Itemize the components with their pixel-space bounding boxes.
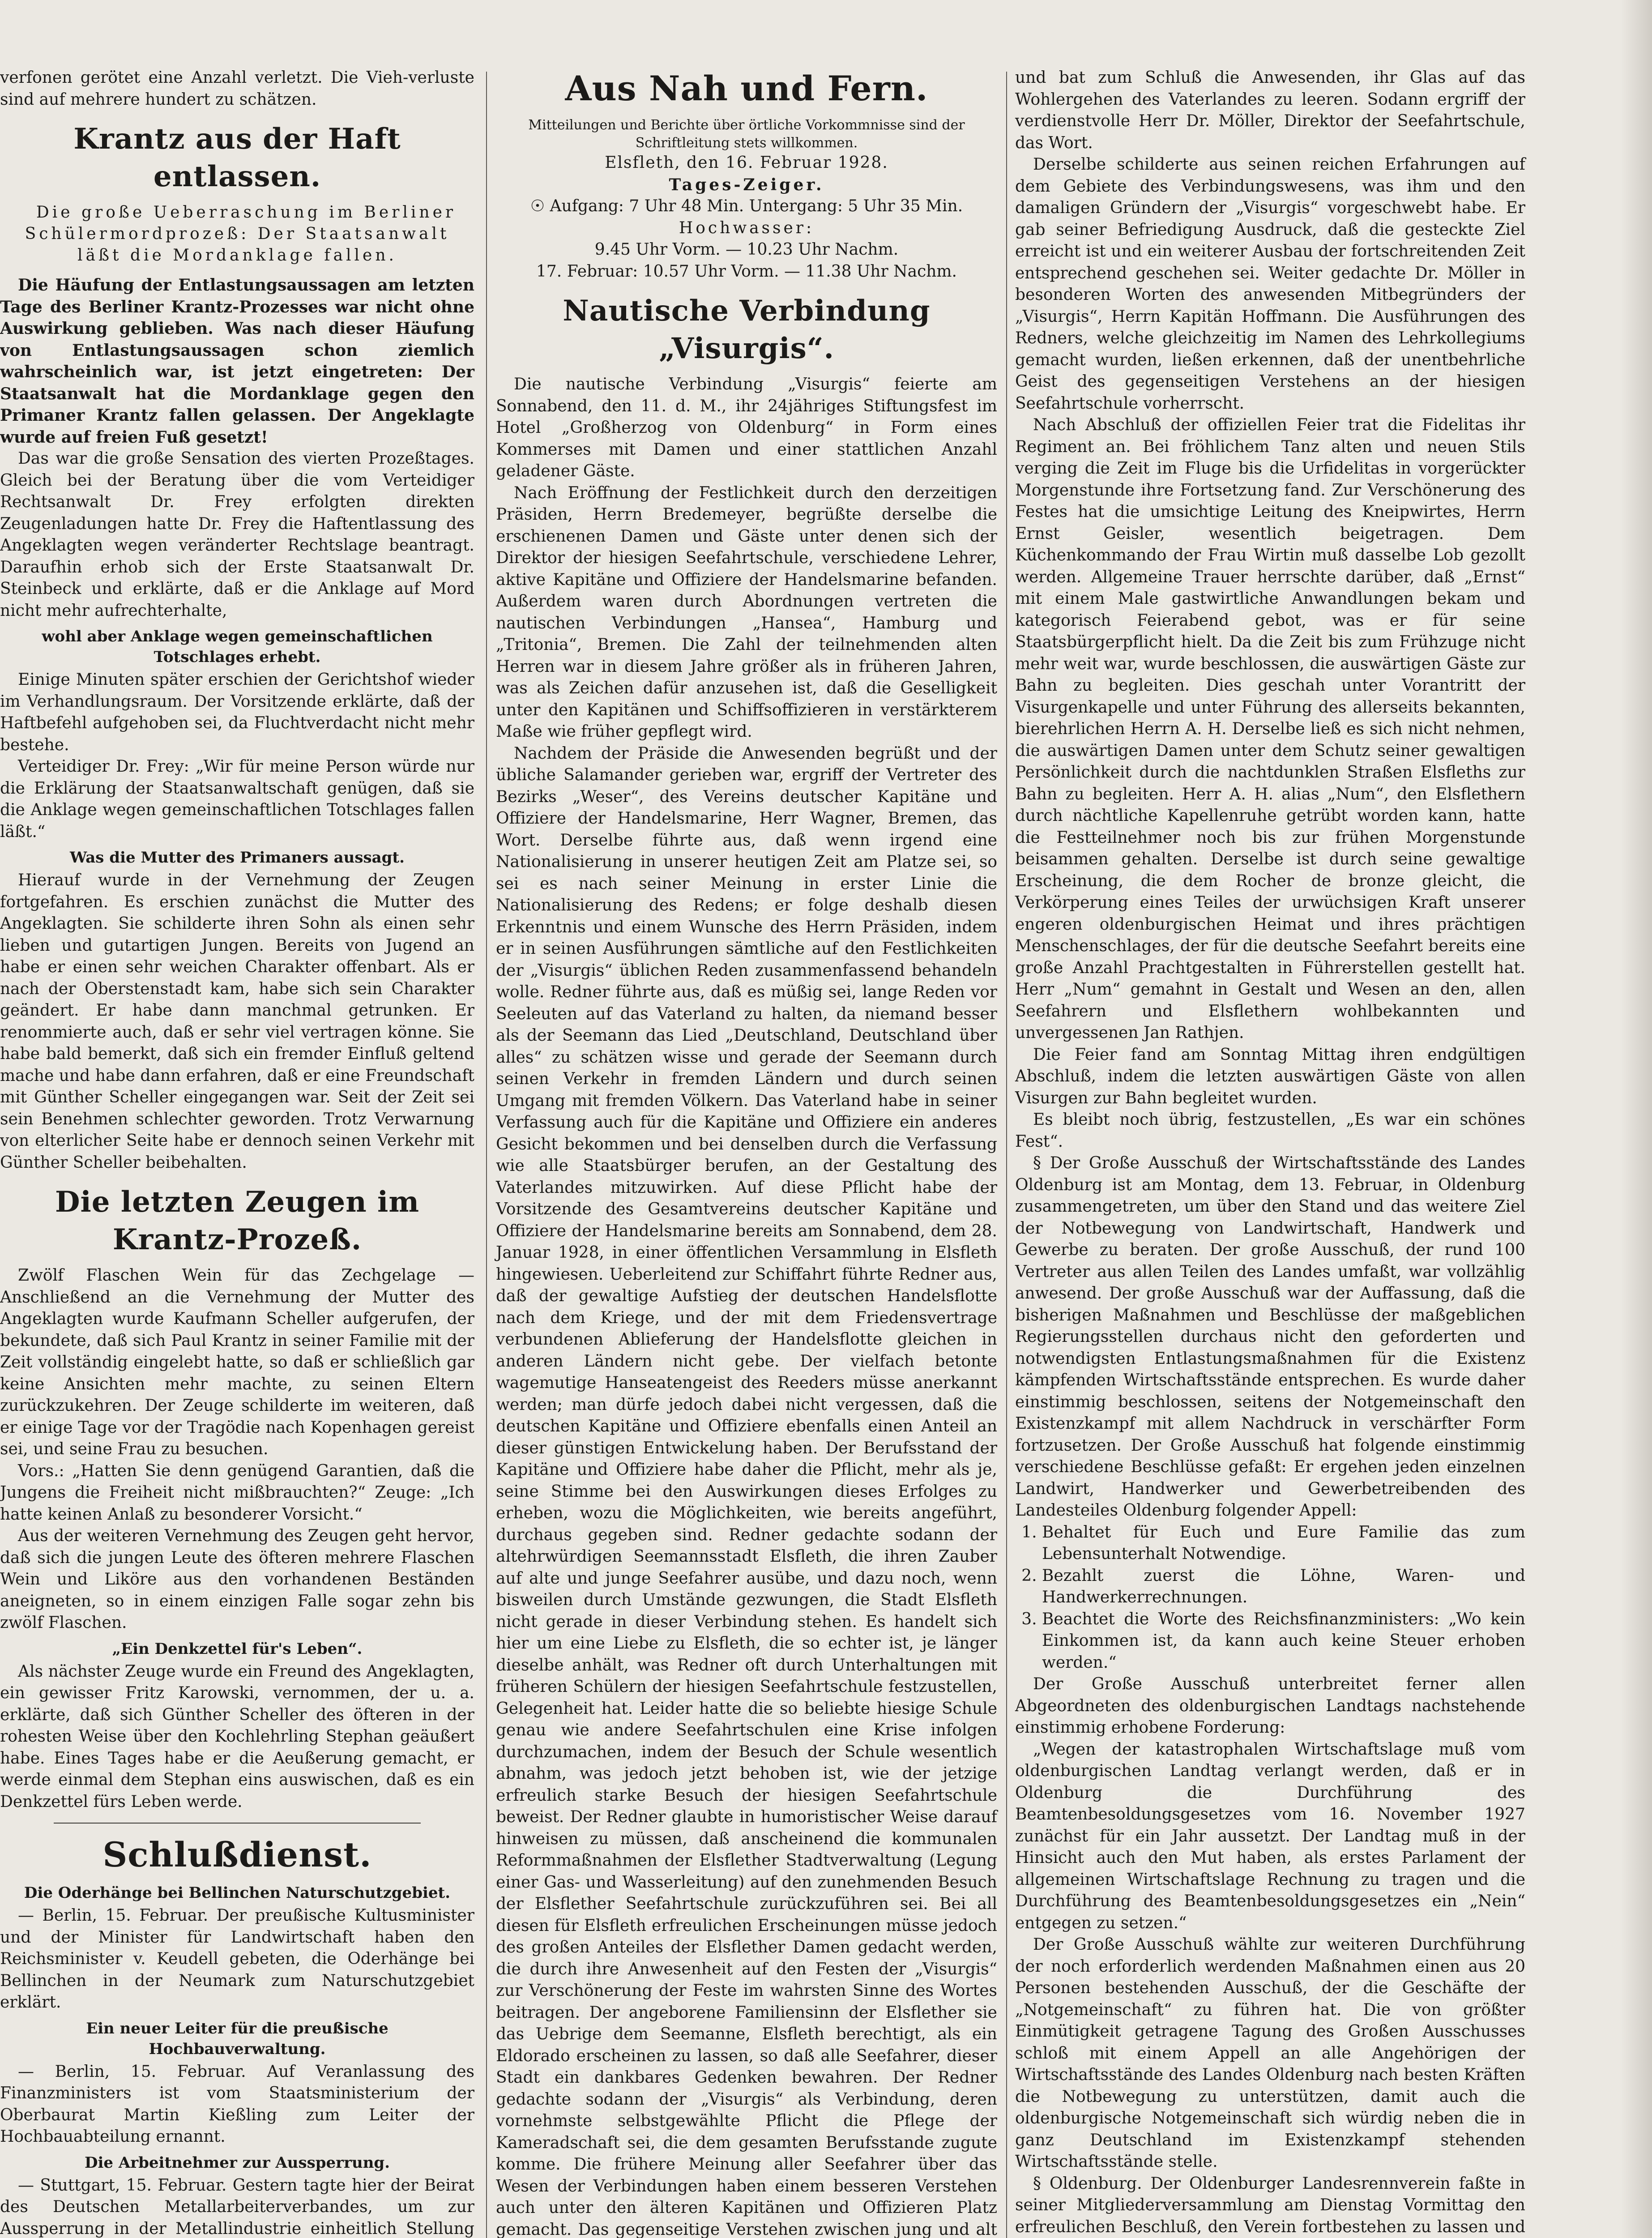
- zeugen-paragraph: Als nächster Zeuge wurde ein Freund des Angeklagten, ein gewisser Fritz Karowski, vernommen, der u. a. erklärte, daß sich Günther Scheller des öfteren in der rohesten Weise über den Kochlehrling Stephan geäußert habe. Eines Tages habe er die Aeußerung gemacht, er werde einmal dem Stephan eins auswischen, daß es ein Denkzettel fürs Leben werde.: [0, 1662, 474, 1811]
- schluss-paragraph: — Berlin, 15. Februar. Der preußische Kultusminister und der Minister für Landwirtschaft haben den Reichsminister v. Keudell gebeten, die Oderhänge bei Bellinchen in der Neumark zum Naturschutzgebiet erklärt.: [0, 1906, 474, 2012]
- visurgis-paragraph: Nach Abschluß der offiziellen Feier trat die Fidelitas ihr Regiment an. Bei fröhlichem Tanz alten und neuen Stils verging die Zeit im Fluge bis die Urfidelitas in vorgerückter Morgenstunde ihre Fortsetzung fand. Zur Verschönerung des Festes hat die umsichtige Leitung des Kneipwirtes, Herrn Ernst Geisler, wesentlich beigetragen. Dem Küchenkommando der Frau Wirtin muß dasselbe Lob gezollt werden. Allgemeine Trauer herrschte darüber, daß „Ernst“ mit einem Male gastwirtliche Anwandlungen bekam und kategorisch Feierabend gebot, was er für seine Staatsbürgerpflicht hielt. Da die Zeit bis zum Frühzuge nicht mehr weit war, wurde beschlossen, die auswärtigen Gäste zur Bahn zu begleiten. Dies geschah unter Vorantritt der Visurgenkapelle und unter Führung des allerseits bekannten, bierehrlichen Herrn A. H. Derselbe ließ es sich nicht nehmen, die auswärtigen Damen unter dem Schutz seiner gewaltigen Persönlichkeit durch die nachtdunklen Straßen Elsfleths zur Bahn zu begleiten. Herr A. H. alias „Num“, den Elsflethern durch nächtliche Kapellenruhe getrübt worden kann, hatte die Festteilnehmer noch bis zur frühen Morgenstunde beisammen gehalten. Derselbe ist durch seine gewaltige Erscheinung, die dem Rocher de bronze gleicht, die Verkörperung eines Teiles der urwüchsigen Kraft unserer engeren oldenburgischen Heimat und ihres prächtigen Menschenschlages, der für die deutsche Seefahrt bereits eine große Anzahl Prachtgestalten in Führerstellen gestellt hat. Herr „Num“ gemahnt in Gestalt und Wesen an den, allen Seefahrern und Elsflethern wohlbekannten und unvergessenen Jan Rathjen.: [1015, 416, 1525, 1042]
- zeugen-headline: Die letzten Zeugen im Krantz-Prozeß.: [55, 1185, 420, 1256]
- visurgis-paragraph: Die nautische Verbindung „Visurgis“ feierte am Sonnabend, den 11. d. M., ihr 24jähriges Stiftungsfest im Hotel „Großherzog von Oldenburg“ in Form eines Kommerses mit Damen und einer stattlichen Anzahl geladener Gäste.: [496, 375, 997, 480]
- kranz-paragraph: Verteidiger Dr. Frey: „Wir für meine Person würde nur die Erklärung der Staatsanwaltschaft genügen, daß sie die Anklage wegen gemeinschaftlichen Totschlages fallen läßt.“: [0, 757, 474, 841]
- zeugen-paragraph: Zwölf Flaschen Wein für das Zechgelage — Anschließend an die Vernehmung der Mutter des Angeklagten wurde Kaufmann Scheller aufgerufen, der bekundete, daß sich Paul Krantz in seiner Familie mit der Zeit vollständig eingelebt hatte, so daß er schließlich gar keine Ansichten mehr machte, zu seinen Eltern zurückzukehren. Der Zeuge schilderte im weiteren, daß er einige Tage vor der Tragödie nach Kopenhagen gereist sei, und seine Frau zu besuchen.: [0, 1266, 474, 1458]
- list-item: 1. Behaltet für Euch und Eure Familie das zum Lebensunterhalt Notwendige.: [1042, 1522, 1525, 1565]
- ausschuss-paragraph: § Der Große Ausschuß der Wirtschaftsstände des Landes Oldenburg ist am Montag, dem 13. Februar, in Oldenburg zusammengetreten, um über den Stand und das weitere Ziel der Notbewegung von Landwirtschaft, Handwerk und Gewerbe zu beraten. Der große Ausschuß, der rund 100 Vertreter aus allen Teilen des Landes umfaßt, war vollzählig anwesend. Der große Ausschuß war der Auffassung, daß die bisherigen Maßnahmen und Beschlüsse der maßgeblichen Regierungsstellen durchaus nicht den geforderten und notwendigsten Entlastungsmaßnahmen für die Existenz kämpfenden Wirtschaftsstände entsprechen. Es wurde daher einstimmig beschlossen, seitens der Notgemeinschaft den Existenzkampf mit allem Nachdruck in verschärfter Form fortzusetzen. Der Große Ausschuß hat folgende einstimmig verschiedene Beschlüsse gefaßt: Er ergehen jeden einzelnen Landwirt, Handwerker und Gewerbetreibenden des Landesteiles Oldenburg folgender Appell:: [1015, 1154, 1525, 1520]
- column-right: [1015, 67, 1525, 2238]
- visurgis-paragraph: Nach Eröffnung der Festlichkeit durch den derzeitigen Präsiden, Herrn Bredemeyer, begrüßte derselbe die erschienenen Damen und Gäste unter denen sich der Direktor der hiesigen Seefahrtschule, verschiedene Lehrer, aktive Kapitäne und Offiziere der Handelsmarine befanden. Außerdem waren durch Abordnungen vertreten die nautischen Verbindungen „Hansea“, Hamburg und „Tritonia“, Bremen. Die Zahl der teilnehmenden alten Herren war in diesem Jahre größer als in früheren Jahren, was als Zeichen dafür anzusehen ist, daß die Geselligkeit unter den Kapitänen und Schiffsoffizieren in verstärkterem Maße wie früher gepflegt wird.: [496, 483, 997, 741]
- list-item: 2. Bezahlt zuerst die Löhne, Waren- und Handwerkerrechnungen.: [1042, 1565, 1525, 1609]
- zeugen-paragraph: Vors.: „Hatten Sie denn genügend Garantien, daß die Jungens die Freiheit nicht mißbrauchten?“ Zeuge: „Ich hatte keinen Anlaß zu besonderer Vorsicht.“: [0, 1461, 474, 1524]
- column-rule-1: [486, 72, 487, 2238]
- ausschuss-paragraph: „Wegen der katastrophalen Wirtschaftslage muß vom oldenburgischen Landtag verlangt werden, daß er in Oldenburg die Durchführung des Beamtenbesoldungsgesetzes vom 16. November 1927 zunächst für ein Jahr aussetzt. Der Landtag muß in der Hinsicht auch den Mut haben, als erstes Parlament der allgemeinen Wirtschaftslage Rechnung zu tragen und die Durchführung des Beamtenbesoldungsgesetzes ein „Nein“ entgegen zu setzen.“: [1015, 1740, 1525, 1932]
- schluss-paragraph: — Berlin, 15. Februar. Auf Veranlassung des Finanzministers ist vom Staatsministerium der Oberbaurat Martin Kießling zum Leiter der Hochbauabteilung ernannt.: [0, 2062, 474, 2146]
- kranz-headline: Krantz aus der Haft entlassen.: [73, 122, 401, 193]
- hochwasser-title: Hochwasser:: [679, 218, 815, 237]
- sun-icon: ☉: [530, 197, 545, 215]
- column-rule-2: [1006, 72, 1007, 2238]
- ausschuss-paragraph: Der Große Ausschuß unterbreitet ferner allen Abgeordneten des oldenburgischen Landtags nachstehende einstimmig erhobene Forderung:: [1015, 1675, 1525, 1737]
- kranz-paragraph: Hierauf wurde in der Vernehmung der Zeugen fortgefahren. Es erschien zunächst die Mutter des Angeklagten. Sie schilderte ihren Sohn als einen sehr lieben und gutartigen Jungen. Bereits von Jugend an habe er einen sehr weichen Charakter offenbart. Als er nach der Oberstenstadt kam, habe sich sein Charakter geändert. Er habe dann manchmal getrunken. Er renommierte auch, daß er sehr viel vertragen könne. Sie habe bald bemerkt, daß sich ein fremder Einfluß geltend mache und habe dann erfahren, daß er eine Freundschaft mit Günther Scheller eingegangen war. Seit der Zeit sei sein Benehmen schlechter geworden. Trotz Verwarnung von elterlicher Seite habe er dennoch seinen Verkehr mit Günther Scheller beibehalten.: [0, 871, 474, 1172]
- column-middle: [496, 67, 997, 2238]
- sun-times: [496, 196, 997, 218]
- zeugen-paragraph: Aus der weiteren Vernehmung des Zeugen geht hervor, daß sich die jungen Leute des öfteren mehrere Flaschen Wein und Liköre aus den vorhandenen Beständen aneigneten, so in einem einzigen Falle sogar zehn bis zwölf Flaschen.: [0, 1527, 474, 1632]
- schluss-headline: Schlußdienst.: [102, 1835, 372, 1875]
- zeugen-subhead: „Ein Denkzettel für's Leben“.: [112, 1640, 363, 1658]
- kranz-paragraph: Einige Minuten später erschien der Gerichtshof wieder im Verhandlungsraum. Der Vorsitzende erklärte, daß der Haftbefehl aufgehoben sei, da Fluchtverdacht nicht mehr bestehe.: [0, 671, 474, 754]
- hochwasser-line: 9.45 Uhr Vorm. — 10.23 Uhr Nachm.: [594, 240, 899, 259]
- schluss-paragraph: — Stuttgart, 15. Februar. Gestern tagte hier der Beirat des Deutschen Metallarbeiterverbandes, um zur Aussperrung in der Metallindustrie einheitlich Stellung: [0, 2176, 474, 2238]
- kranz-lead: Die Häufung der Entlastungsaussagen am letzten Tage des Berliner Krantz-Prozesses war nicht ohne Auswirkung geblieben. Was nach dieser Häufung von Entlastungsaussagen schon ziemlich wahrscheinlich war, ist jetzt eingetreten: Der Staatsanwalt hat die Mordanklage gegen den Primaner Krantz fallen gelassen. Der Angeklagte wurde auf freien Fuß gesetzt!: [0, 276, 474, 447]
- schluss-subhead: Ein neuer Leiter für die preußische Hochbauverwaltung.: [86, 2019, 388, 2058]
- schluss-subhead: Die Arbeitnehmer zur Aussperrung.: [84, 2153, 390, 2172]
- kranz-subheadline: Die große Ueberraschung im Berliner Schülermordprozeß: Der Staatsanwalt läßt die Mordanklage fallen.: [25, 203, 457, 265]
- masthead-subtitle: Mitteilungen und Berichte über örtliche Vorkommnisse sind der Schriftleitung stets willkommen.: [528, 117, 965, 151]
- intro-text: verfonen gerötet eine Anzahl verletzt. Die Vieh-verluste sind auf mehrere hundert zu schätzen.: [0, 68, 474, 109]
- sun-times-text: Aufgang: 7 Uhr 48 Min. Untergang: 5 Uhr 35 Min.: [550, 197, 963, 215]
- tageszeiger-title: Tages-Zeiger.: [669, 175, 824, 194]
- dateline: Elsfleth, den 16. Februar 1928.: [605, 154, 888, 172]
- visurgis-paragraph: Derselbe schilderte aus seinen reichen Erfahrungen auf dem Gebiete des Verbindungswesens, was ihm und den damaligen Gründern der „Visurgis“ vorgeschwebt habe. Er gab seiner Befriedigung Ausdruck, daß die gesteckte Ziel erreicht ist und ein weiterer Ausbau der fortschreitenden Zeit entsprechend geschehen sei. Weiter gedachte Dr. Möller in besonderen Worten des anwesenden Mitbegründers der „Visurgis“, Herrn Kapitän Hoffmann. Die Ausführungen des Redners, welche gleichzeitig im Namen des Lehrkollegiums gemacht wurden, ließen erkennen, daß der unentbehrliche Geist des gegenseitigen Verstehens an der hiesigen Seefahrtschule vorherrscht.: [1015, 155, 1525, 413]
- page-edge-shadow: [1621, 0, 1652, 2238]
- oldenburg-paragraph: § Oldenburg. Der Oldenburger Landesrennverein faßte in seiner Mitgliederversammlung am Dienstag Vormittag den erfreulichen Beschluß, den Verein fortbestehen zu lassen und: [1015, 2174, 1525, 2236]
- visurgis-paragraph: Die Feier fand am Sonntag Mittag ihren endgültigen Abschluß, indem die letzten auswärtigen Gäste von allen Visurgen zur Bahn begleitet wurden.: [1015, 1045, 1525, 1107]
- kranz-subhead: Was die Mutter des Primaners aussagt.: [70, 849, 405, 867]
- visurgis-paragraph: Es bleibt noch übrig, festzustellen, „Es war ein schönes Fest“.: [1015, 1110, 1525, 1151]
- kranz-paragraph: Das war die große Sensation des vierten Prozeßtages. Gleich bei der Beratung über die vom Verteidiger Rechtsanwalt Dr. Frey erfolgten direkten Zeugenladungen hatte Dr. Frey die Haftentlassung des Angeklagten wegen veränderter Rechtslage beantragt. Daraufhin erhob sich der Erste Staatsanwalt Dr. Steinbeck und erklärte, daß er die Anklage auf Mord nicht mehr aufrechterhalte,: [0, 449, 474, 620]
- hochwasser-line: 17. Februar: 10.57 Uhr Vorm. — 11.38 Uhr Nachm.: [536, 262, 957, 281]
- visurgis-continued: und bat zum Schluß die Anwesenden, ihr Glas auf das Wohlergehen des Vaterlandes zu leeren. Sodann ergriff der verdienstvolle Herr Dr. Möller, Direktor der Seefahrtschule, das Wort.: [1015, 68, 1525, 152]
- visurgis-headline: Nautische Verbindung „Visurgis“.: [563, 294, 931, 365]
- section-divider: [54, 1823, 421, 1824]
- list-item: 3. Beachtet die Worte des Reichsfinanzministers: „Wo kein Einkommen ist, da kann auch keine Steuer erhoben werden.“: [1042, 1609, 1525, 1674]
- schluss-subhead: Die Oderhänge bei Bellinchen Naturschutzgebiet.: [24, 1884, 451, 1902]
- appeal-list: [1015, 1522, 1525, 1674]
- column-left: [0, 67, 474, 2238]
- ausschuss-paragraph: Der Große Ausschuß wählte zur weiteren Durchführung der noch erforderlich werdenden Maßnahmen einen aus 20 Personen bestehenden Ausschuß, der die Geschäfte der „Notgemeinschaft“ zu führen hat. Die von größter Einmütigkeit getragene Tagung des Großen Ausschusses schloß mit einem Appell an alle Angehörigen der Wirtschaftsstände des Landes Oldenburg nach besten Kräften die Notbewegung zu unterstützen, damit auch die oldenburgische Notgemeinschaft sich würdig neben die in ganz Deutschland im Existenzkampf stehenden Wirtschaftsstände stelle.: [1015, 1935, 1525, 2171]
- masthead-title: Aus Nah und Fern.: [565, 68, 928, 108]
- kranz-subhead: wohl aber Anklage wegen gemeinschaftlichen Totschlages erhebt.: [42, 628, 433, 666]
- visurgis-paragraph: Nachdem der Präside die Anwesenden begrüßt und der übliche Salamander gerieben war, ergriff der Vertreter des Bezirks „Weser“, des Vereins deutscher Kapitäne und Offiziere der Handelsmarine, Herr Wagner, Bremen, das Wort. Derselbe führte aus, daß wenn irgend eine Nationalisierung in unserer heutigen Zeit am Platze sei, so sei es nach seiner Meinung in erster Linie die Nationalisierung des Redens; er folge deshalb diesen Erkenntnis und einem Wunsche des Herrn Präsiden, indem er in seinen Ausführungen sämtliche auf den Festlichkeiten der „Visurgis“ üblichen Reden zusammenfassend behandeln wolle. Redner führte aus, daß es müßig sei, lange Reden vor Seeleuten auf das Vaterland zu halten, da niemand besser als der Seemann das Lied „Deutschland, Deutschland über alles“ zu schätzen wisse und gerade der Seemann durch seinen Verkehr in fremden Ländern und durch seinen Umgang mit fremden Völkern. Das Vaterland habe in seiner Verfassung auch für die Kapitäne und Offiziere ein anderes Gesicht bekommen und bei denselben durch die Verfassung wie alle Staatsbürger berufen, an der Gestaltung des Vaterlandes mitzuwirken. Auf diese Pflicht habe der Vorsitzende des Gesamtvereins deutscher Kapitäne und Offiziere der Handelsmarine bereits am Sonnabend, dem 28. Januar 1928, in einer öffentlichen Versammlung in Elsfleth hingewiesen. Ueberleitend zur Schiffahrt führte Redner aus, daß der gewaltige Aufstieg der deutschen Handelsflotte nach dem Kriege, und der mit dem Friedensvertrage verbundenen Ablieferung der Handelsflotte gleichen in anderen Ländern nicht gebe. Der vielfach betonte wagemutige Hanseatengeist des Reeders müsse anerkannt werden; man dürfe jedoch dabei nicht vergessen, daß die deutschen Kapitäne und Offiziere ebenfalls einen Anteil an dieser günstigen Entwickelung haben. Der Berufsstand der Kapitäne und Offiziere habe daher die Pflicht, mehr als je, seine Stimme bei den Auswirkungen dieses Erfolges zu erheben, wozu die Möglichkeiten, wie bereits angeführt, durchaus gegeben sind. Redner gedachte sodann der altehrwürdigen Seemannsstadt Elsfleth, die ihren Zauber auf alte und junge Seefahrer ausübe, und dazu noch, wenn bisweilen durch Umstände gezwungen, die Stadt Elsfleth nicht gerade in dieser Verbindung stehen. Es handelt sich hier um eine Liebe zu Elsfleth, die so echter ist, je länger dieselbe anhält, was Redner oft durch Unterhaltungen mit früheren Schülern der hiesigen Seefahrtschule festzustellen, Gelegenheit hat. Leider hatte die so beliebte hiesige Schule genau wie andere Seefahrtschulen eine Krise infolgen durchzumachen, indem der Besuch der Schule wesentlich abnahm, was jedoch jetzt behoben ist, wie der jetzige erfreulich starke Besuch der hiesigen Seefahrtschule beweist. Der Redner glaubte in humoristischer Weise darauf hinweisen zu müssen, daß anscheinend die kommunalen Reformmaßnahmen der Elsflether Stadtverwaltung (Legung einer Gas- und Wasserleitung) auf den zunehmenden Besuch der Elsflether Seefahrtschule zurückzuführen sei. Bei all diesen für Elsfleth erfreulichen Erscheinungen müsse jedoch des großen Anteiles der Elsflether Damen gedacht werden, die durch ihre Anwesenheit auf den Festen der „Visurgis“ zur Verschönerung der Feste im wahrsten Sinne des Wortes beitragen. Der angeborene Familiensinn der Elsflether sie das Uebrige dem Seemanne, Elsfleth berechtigt, als ein Eldorado erscheinen zu lassen, so daß alle Seefahrer, dieser Stadt ein dankbares Gedenken bewahren. Der Redner gedachte sodann der „Visurgis“ als Verbindung, deren vornehmste selbstgewählte Pflicht die Pflege der Kameradschaft sei, die dem gesamten Berufsstande zugute komme. Die frühere Meinung aller Seefahrer über das Wesen der Verbindungen haben einem besseren Verstehen auch unter den älteren Kapitänen und Offizieren Platz gemacht. Das gegenseitige Verstehen zwischen jung und alt: [496, 744, 997, 2238]
